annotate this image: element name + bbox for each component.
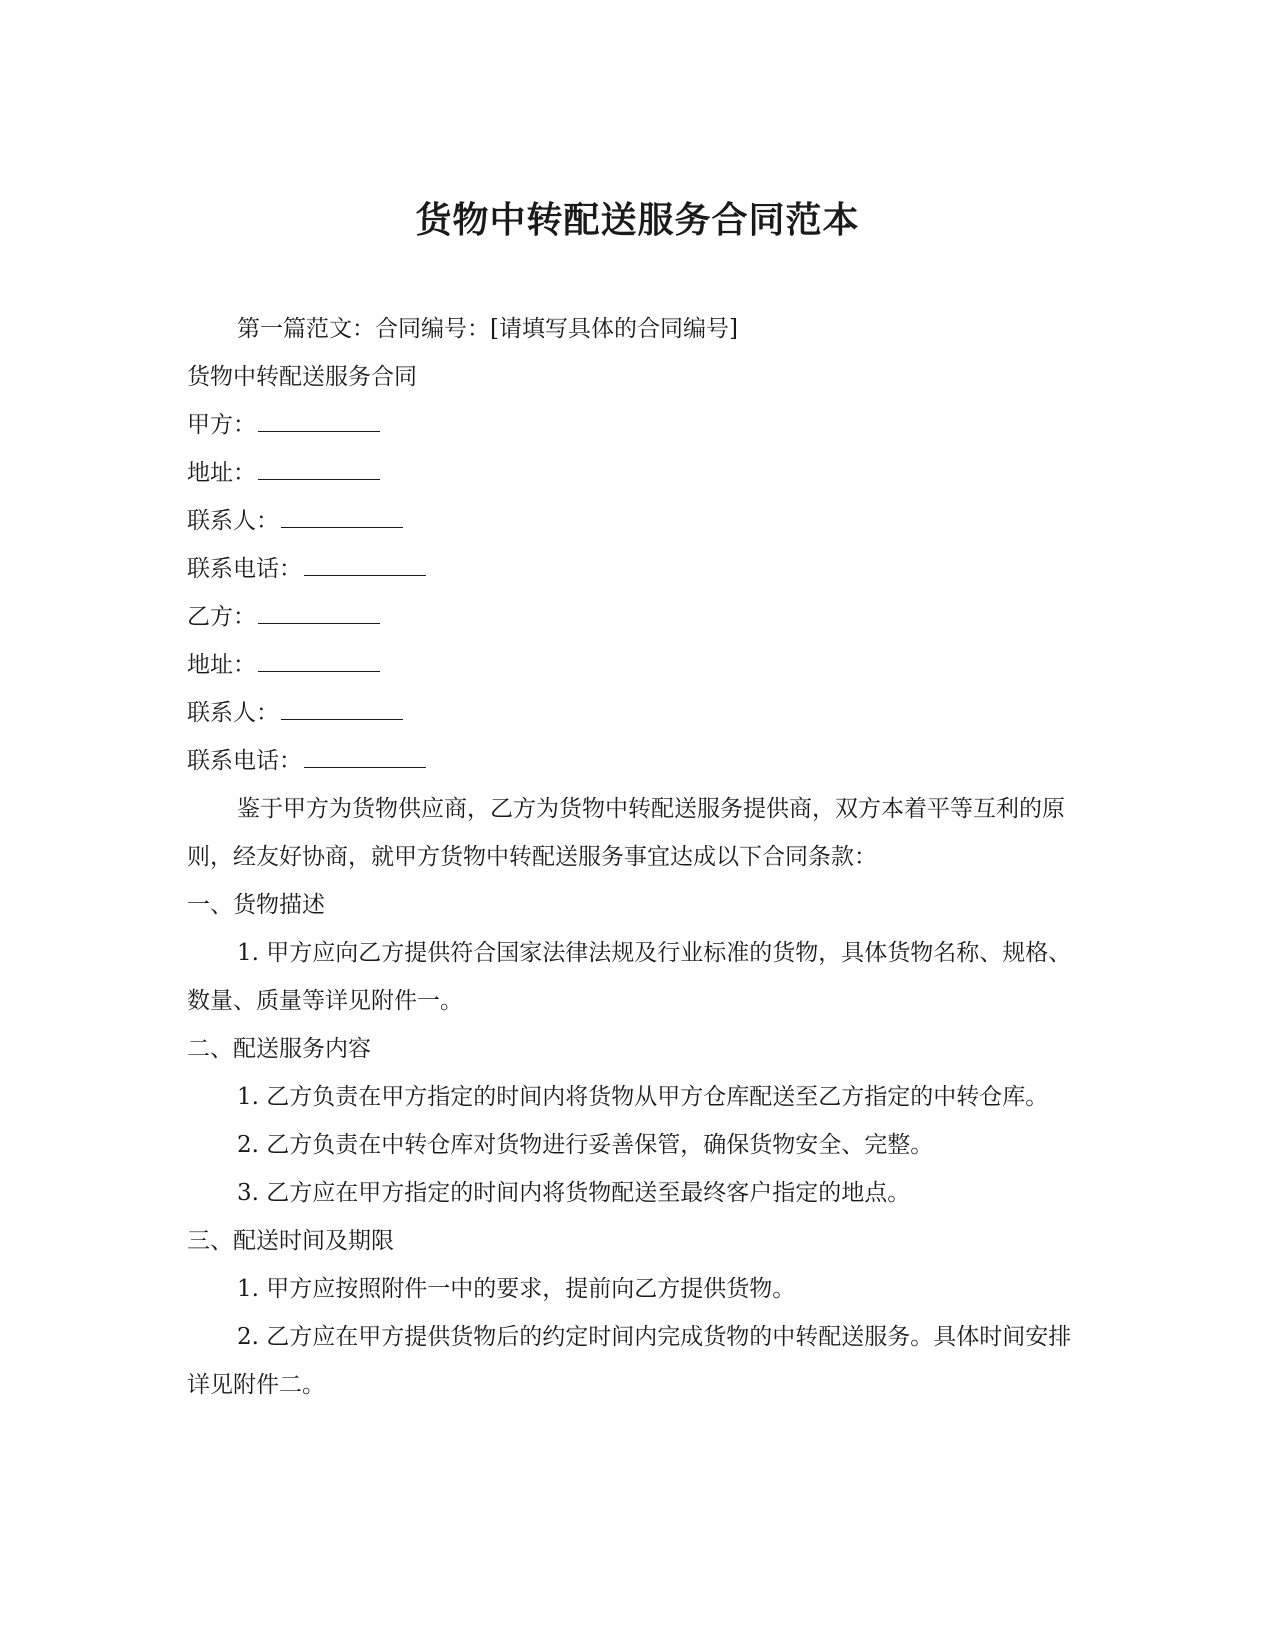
party-a-address-blank: [258, 451, 380, 480]
preamble-paragraph: 鉴于甲方为货物供应商，乙方为货物中转配送服务提供商，双方本着平等互利的原则，经友好协商，就甲方货物中转配送服务事宜达成以下合同条款：: [187, 796, 1065, 870]
party-b-name-row: [187, 593, 1087, 641]
party-a-name-row: [187, 401, 1087, 449]
section-heading: 三、配送时间及期限: [187, 1228, 394, 1254]
section-heading: 二、配送服务内容: [187, 1036, 371, 1062]
party-b-address-label: 地址：: [187, 652, 256, 678]
document-body: [187, 305, 1087, 1409]
section-item: 3. 乙方应在甲方指定的时间内将货物配送至最终客户指定的地点。: [237, 1180, 911, 1206]
party-a-address-row: [187, 449, 1087, 497]
party-a-phone-blank: [304, 547, 426, 576]
section-item: 2. 乙方负责在中转仓库对货物进行妥善保管，确保货物安全、完整。: [237, 1132, 934, 1158]
party-b-name-label: 乙方：: [187, 604, 256, 630]
party-a-contact-label: 联系人：: [187, 508, 279, 534]
section-item: 2. 乙方应在甲方提供货物后的约定时间内完成货物的中转配送服务。具体时间安排详见附件二。: [187, 1324, 1072, 1398]
document-title: 货物中转配送服务合同范本: [415, 199, 860, 241]
party-a-phone-label: 联系电话：: [187, 556, 302, 582]
section-item: 1. 乙方负责在甲方指定的时间内将货物从甲方仓库配送至乙方指定的中转仓库。: [237, 1084, 1049, 1110]
party-b-phone-row: [187, 737, 1087, 785]
intro-line: 第一篇范文：合同编号：[请填写具体的合同编号]: [237, 316, 738, 342]
section-item: 1. 甲方应向乙方提供符合国家法律法规及行业标准的货物，具体货物名称、规格、数量、质量等详见附件一。: [187, 940, 1072, 1014]
party-a-phone-row: [187, 545, 1087, 593]
section-heading: 一、货物描述: [187, 892, 325, 918]
party-a-contact-blank: [281, 499, 403, 528]
party-a-name-label: 甲方：: [187, 412, 256, 438]
party-a-name-blank: [258, 403, 380, 432]
contract-name: 货物中转配送服务合同: [187, 364, 417, 390]
party-b-name-blank: [258, 595, 380, 624]
party-b-address-blank: [258, 643, 380, 672]
party-b-address-row: [187, 641, 1087, 689]
party-b-contact-label: 联系人：: [187, 700, 279, 726]
section-item: 1. 甲方应按照附件一中的要求，提前向乙方提供货物。: [237, 1276, 796, 1302]
party-a-address-label: 地址：: [187, 460, 256, 486]
party-b-phone-label: 联系电话：: [187, 748, 302, 774]
party-b-contact-blank: [281, 691, 403, 720]
party-b-phone-blank: [304, 739, 426, 768]
party-a-contact-row: [187, 497, 1087, 545]
party-b-contact-row: [187, 689, 1087, 737]
